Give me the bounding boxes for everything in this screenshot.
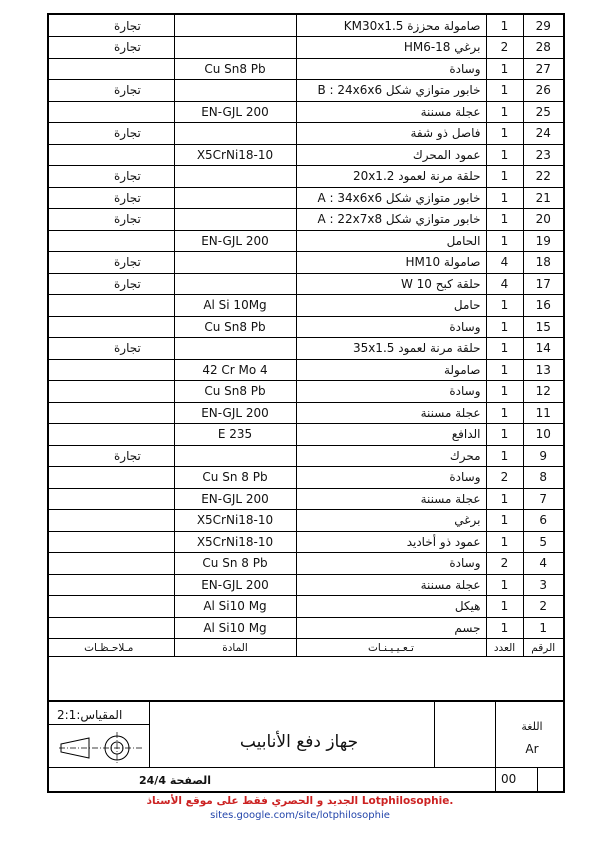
designation-cell: الحامل bbox=[296, 230, 486, 252]
language-value: Ar bbox=[525, 742, 539, 756]
table-row bbox=[49, 617, 563, 639]
item-number-cell: 19 bbox=[523, 230, 563, 252]
note-cell: تجارة bbox=[49, 252, 174, 274]
table-row bbox=[49, 295, 563, 317]
note-cell bbox=[49, 316, 174, 338]
material-cell bbox=[174, 252, 296, 274]
item-number-cell: 10 bbox=[523, 424, 563, 446]
material-cell: EN-GJL 200 bbox=[174, 101, 296, 123]
quantity-cell: 1 bbox=[486, 187, 523, 209]
designation-cell: خابور متوازي شكل B : 24x6x6 bbox=[296, 80, 486, 102]
item-number-cell: 12 bbox=[523, 381, 563, 403]
item-number-cell: 28 bbox=[523, 37, 563, 59]
quantity-cell: 1 bbox=[486, 101, 523, 123]
table-row bbox=[49, 123, 563, 145]
designation-cell: عمود المحرك bbox=[296, 144, 486, 166]
material-cell bbox=[174, 15, 296, 37]
material-cell: Cu Sn 8 Pb bbox=[174, 553, 296, 575]
material-cell: Al Si10 Mg bbox=[174, 617, 296, 639]
table-row bbox=[49, 467, 563, 489]
quantity-cell: 4 bbox=[486, 273, 523, 295]
material-cell bbox=[174, 37, 296, 59]
quantity-cell: 1 bbox=[486, 166, 523, 188]
note-cell bbox=[49, 553, 174, 575]
designation-cell: عجلة مسننة bbox=[296, 488, 486, 510]
language-label: اللغة bbox=[521, 720, 543, 733]
quantity-cell: 1 bbox=[486, 531, 523, 553]
header-material: المادة bbox=[174, 639, 296, 657]
scale-label: المقياس:2:1 bbox=[57, 708, 123, 722]
material-cell: EN-GJL 200 bbox=[174, 574, 296, 596]
table-row bbox=[49, 273, 563, 295]
quantity-cell: 1 bbox=[486, 445, 523, 467]
note-cell bbox=[49, 295, 174, 317]
item-number-cell: 5 bbox=[523, 531, 563, 553]
item-number-cell: 7 bbox=[523, 488, 563, 510]
quantity-cell: 1 bbox=[486, 123, 523, 145]
designation-cell: عجلة مسننة bbox=[296, 101, 486, 123]
material-cell: Al Si10 Mg bbox=[174, 596, 296, 618]
table-row bbox=[49, 574, 563, 596]
designation-cell: صامولة bbox=[296, 359, 486, 381]
table-row bbox=[49, 166, 563, 188]
note-cell: تجارة bbox=[49, 15, 174, 37]
parts-list-table bbox=[49, 15, 563, 657]
item-number-cell: 14 bbox=[523, 338, 563, 360]
quantity-cell: 1 bbox=[486, 338, 523, 360]
designation-cell: خابور متوازي شكل A : 22x7x8 bbox=[296, 209, 486, 231]
designation-cell: وسادة bbox=[296, 381, 486, 403]
quantity-cell: 1 bbox=[486, 510, 523, 532]
quantity-cell: 1 bbox=[486, 617, 523, 639]
note-cell: تجارة bbox=[49, 37, 174, 59]
quantity-cell: 2 bbox=[486, 553, 523, 575]
table-row bbox=[49, 553, 563, 575]
table-row bbox=[49, 424, 563, 446]
table-row bbox=[49, 209, 563, 231]
material-cell: X5CrNi18-10 bbox=[174, 510, 296, 532]
quantity-cell: 1 bbox=[486, 209, 523, 231]
item-number-cell: 20 bbox=[523, 209, 563, 231]
table-header-row bbox=[49, 639, 563, 657]
note-cell bbox=[49, 58, 174, 80]
quantity-cell: 2 bbox=[486, 467, 523, 489]
drawing-title: جهاز دفع الأنابيب bbox=[239, 732, 359, 752]
footer-link[interactable]: sites.google.com/site/lotphilosophie bbox=[210, 810, 390, 821]
quantity-cell: 1 bbox=[486, 402, 523, 424]
note-cell bbox=[49, 531, 174, 553]
table-row bbox=[49, 402, 563, 424]
designation-cell: حامل bbox=[296, 295, 486, 317]
material-cell: EN-GJL 200 bbox=[174, 488, 296, 510]
table-row bbox=[49, 531, 563, 553]
quantity-cell: 1 bbox=[486, 316, 523, 338]
designation-cell: خابور متوازي شكل A : 34x6x6 bbox=[296, 187, 486, 209]
quantity-cell: 1 bbox=[486, 596, 523, 618]
note-cell: تجارة bbox=[49, 209, 174, 231]
table-row bbox=[49, 510, 563, 532]
table-row bbox=[49, 230, 563, 252]
note-cell: تجارة bbox=[49, 273, 174, 295]
table-row bbox=[49, 37, 563, 59]
table-row bbox=[49, 144, 563, 166]
material-cell: Cu Sn8 Pb bbox=[174, 316, 296, 338]
quantity-cell: 1 bbox=[486, 574, 523, 596]
item-number-cell: 25 bbox=[523, 101, 563, 123]
material-cell bbox=[174, 80, 296, 102]
table-row bbox=[49, 15, 563, 37]
quantity-cell: 1 bbox=[486, 359, 523, 381]
header-quantity: العدد bbox=[486, 639, 523, 657]
note-cell: تجارة bbox=[49, 338, 174, 360]
designation-cell: جسم bbox=[296, 617, 486, 639]
quantity-cell: 1 bbox=[486, 80, 523, 102]
item-number-cell: 17 bbox=[523, 273, 563, 295]
quantity-cell: 1 bbox=[486, 15, 523, 37]
table-row bbox=[49, 488, 563, 510]
item-number-cell: 2 bbox=[523, 596, 563, 618]
material-cell bbox=[174, 166, 296, 188]
footer-notice: الجديد و الحصري فقط على موقع الأستاذ Lotphilosophie. bbox=[146, 795, 454, 807]
note-cell bbox=[49, 596, 174, 618]
item-number-cell: 13 bbox=[523, 359, 563, 381]
note-cell bbox=[49, 424, 174, 446]
item-number-cell: 21 bbox=[523, 187, 563, 209]
note-cell bbox=[49, 467, 174, 489]
title-block bbox=[49, 700, 563, 791]
designation-cell: صامولة محززة KM30x1.5 bbox=[296, 15, 486, 37]
material-cell bbox=[174, 273, 296, 295]
designation-cell: عجلة مسننة bbox=[296, 574, 486, 596]
quantity-cell: 1 bbox=[486, 230, 523, 252]
note-cell bbox=[49, 402, 174, 424]
designation-cell: صامولة HM10 bbox=[296, 252, 486, 274]
material-cell bbox=[174, 123, 296, 145]
note-cell: تجارة bbox=[49, 445, 174, 467]
note-cell bbox=[49, 574, 174, 596]
note-cell bbox=[49, 488, 174, 510]
item-number-cell: 8 bbox=[523, 467, 563, 489]
material-cell: EN-GJL 200 bbox=[174, 402, 296, 424]
designation-cell: وسادة bbox=[296, 58, 486, 80]
quantity-cell: 1 bbox=[486, 488, 523, 510]
note-cell bbox=[49, 230, 174, 252]
item-number-cell: 27 bbox=[523, 58, 563, 80]
note-cell: تجارة bbox=[49, 166, 174, 188]
material-cell: Al Si 10Mg bbox=[174, 295, 296, 317]
table-row bbox=[49, 359, 563, 381]
designation-cell: وسادة bbox=[296, 553, 486, 575]
note-cell bbox=[49, 617, 174, 639]
item-number-cell: 11 bbox=[523, 402, 563, 424]
item-number-cell: 16 bbox=[523, 295, 563, 317]
table-row bbox=[49, 445, 563, 467]
item-number-cell: 4 bbox=[523, 553, 563, 575]
table-row bbox=[49, 80, 563, 102]
drawing-sheet bbox=[47, 13, 565, 793]
note-cell: تجارة bbox=[49, 123, 174, 145]
table-row bbox=[49, 252, 563, 274]
designation-cell: هيكل bbox=[296, 596, 486, 618]
table-row bbox=[49, 316, 563, 338]
quantity-cell: 1 bbox=[486, 424, 523, 446]
table-row bbox=[49, 381, 563, 403]
material-cell: EN-GJL 200 bbox=[174, 230, 296, 252]
item-number-cell: 15 bbox=[523, 316, 563, 338]
item-number-cell: 26 bbox=[523, 80, 563, 102]
item-number-cell: 23 bbox=[523, 144, 563, 166]
designation-cell: وسادة bbox=[296, 316, 486, 338]
material-cell bbox=[174, 209, 296, 231]
designation-cell: برغي HM6-18 bbox=[296, 37, 486, 59]
item-number-cell: 1 bbox=[523, 617, 563, 639]
quantity-cell: 1 bbox=[486, 295, 523, 317]
quantity-cell: 1 bbox=[486, 381, 523, 403]
header-notes: مـلاحـظـات bbox=[49, 639, 174, 657]
material-cell bbox=[174, 187, 296, 209]
material-cell: Cu Sn 8 Pb bbox=[174, 467, 296, 489]
designation-cell: الدافع bbox=[296, 424, 486, 446]
projection-symbol-icon bbox=[59, 732, 144, 764]
item-number-cell: 24 bbox=[523, 123, 563, 145]
material-cell: Cu Sn8 Pb bbox=[174, 381, 296, 403]
item-number-cell: 9 bbox=[523, 445, 563, 467]
designation-cell: حلقة مرنة لعمود 20x1.2 bbox=[296, 166, 486, 188]
material-cell: Cu Sn8 Pb bbox=[174, 58, 296, 80]
material-cell: X5CrNi18-10 bbox=[174, 144, 296, 166]
quantity-cell: 4 bbox=[486, 252, 523, 274]
note-cell: تجارة bbox=[49, 187, 174, 209]
note-cell bbox=[49, 101, 174, 123]
material-cell bbox=[174, 445, 296, 467]
material-cell: X5CrNi18-10 bbox=[174, 531, 296, 553]
header-designation: تـعـيـيـنـات bbox=[296, 639, 486, 657]
table-row bbox=[49, 338, 563, 360]
designation-cell: حلقة مرنة لعمود 35x1.5 bbox=[296, 338, 486, 360]
note-cell bbox=[49, 359, 174, 381]
table-row bbox=[49, 101, 563, 123]
material-cell bbox=[174, 338, 296, 360]
revision-code: 00 bbox=[501, 772, 517, 786]
note-cell: تجارة bbox=[49, 80, 174, 102]
designation-cell: فاصل ذو شفة bbox=[296, 123, 486, 145]
material-cell: E 235 bbox=[174, 424, 296, 446]
note-cell bbox=[49, 144, 174, 166]
designation-cell: حلقة كبح W 10 bbox=[296, 273, 486, 295]
quantity-cell: 1 bbox=[486, 58, 523, 80]
designation-cell: عجلة مسننة bbox=[296, 402, 486, 424]
quantity-cell: 2 bbox=[486, 37, 523, 59]
header-number: الرقم bbox=[523, 639, 563, 657]
table-row bbox=[49, 187, 563, 209]
item-number-cell: 29 bbox=[523, 15, 563, 37]
designation-cell: وسادة bbox=[296, 467, 486, 489]
item-number-cell: 3 bbox=[523, 574, 563, 596]
table-row bbox=[49, 58, 563, 80]
material-cell: 42 Cr Mo 4 bbox=[174, 359, 296, 381]
item-number-cell: 22 bbox=[523, 166, 563, 188]
note-cell bbox=[49, 510, 174, 532]
item-number-cell: 6 bbox=[523, 510, 563, 532]
item-number-cell: 18 bbox=[523, 252, 563, 274]
designation-cell: محرك bbox=[296, 445, 486, 467]
designation-cell: برغي bbox=[296, 510, 486, 532]
note-cell bbox=[49, 381, 174, 403]
designation-cell: عمود ذو أخاديد bbox=[296, 531, 486, 553]
page-number: الصفحة 24/4 bbox=[139, 774, 212, 787]
table-row bbox=[49, 596, 563, 618]
quantity-cell: 1 bbox=[486, 144, 523, 166]
